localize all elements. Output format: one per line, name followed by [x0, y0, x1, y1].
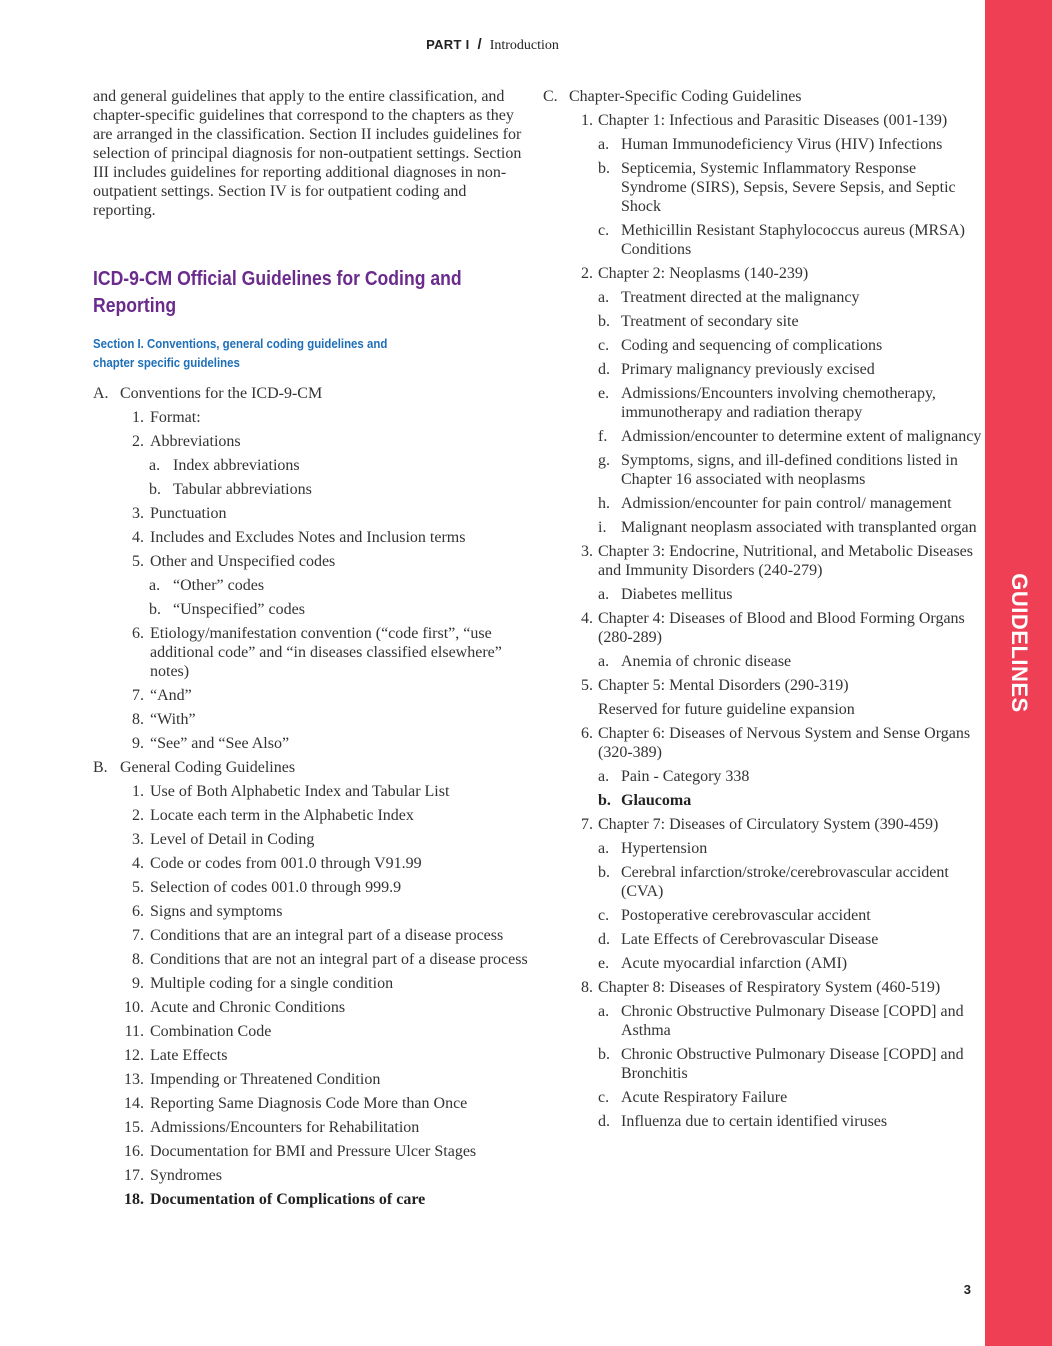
outline-item: b. Cerebral infarction/stroke/cerebrovascular accident (CVA)	[598, 864, 949, 900]
outline-item: 8. “With”	[132, 711, 196, 728]
outline-item: 4. Includes and Excludes Notes and Inclusion terms	[132, 529, 466, 546]
outline-item: 3. Chapter 3: Endocrine, Nutritional, and Metabolic Diseases and Immunity Disorders (240-279)	[581, 543, 974, 579]
running-header	[0, 36, 985, 54]
outline-item: 3. Level of Detail in Coding	[132, 831, 315, 848]
outline-item: 9. Multiple coding for a single condition	[132, 975, 394, 992]
outline-item: 2. Locate each term in the Alphabetic Index	[132, 807, 414, 824]
part-label: PART I	[426, 37, 470, 52]
intro-paragraph: and general guidelines that apply to the entire classification, and chapter-specific guidelines that correspond to the chapters as they are arranged in the classification. Section II includes guidelines for selection of principal diagnosis for non-outpatient settings. Section III includes guidelines for reporting additional diagnoses in non-outpatient settings. Section IV is for outpatient coding and reporting.	[93, 88, 522, 219]
outline-item: 5. Selection of codes 001.0 through 999.9	[132, 879, 402, 896]
outline-item: h. Admission/encounter for pain control/ management	[598, 495, 952, 512]
outline-item: 10. Acute and Chronic Conditions	[124, 999, 346, 1016]
outline-item: 5. Chapter 5: Mental Disorders (290-319)	[581, 677, 849, 694]
outline-item: 8. Chapter 8: Diseases of Respiratory System (460-519)	[581, 979, 941, 996]
outline-item: 7. Chapter 7: Diseases of Circulatory System (390-459)	[581, 816, 939, 833]
outline-item: C. Chapter-Specific Coding Guidelines	[543, 88, 802, 105]
outline-item: c. Postoperative cerebrovascular accident	[598, 907, 871, 924]
side-tab-label: GUIDELINES	[1006, 573, 1032, 713]
outline-item: i. Malignant neoplasm associated with transplanted organ	[598, 519, 977, 536]
outline-item: 3. Punctuation	[132, 505, 227, 522]
outline-item: A. Conventions for the ICD-9-CM	[93, 385, 323, 402]
outline-item: 18. Documentation of Complications of care	[124, 1191, 426, 1208]
outline-item: B. General Coding Guidelines	[93, 759, 296, 776]
header-slash: /	[477, 36, 482, 53]
outline-item: a. Diabetes mellitus	[598, 586, 733, 603]
outline-item: d. Influenza due to certain identified viruses	[598, 1113, 888, 1130]
outline-item: 13. Impending or Threatened Condition	[124, 1071, 381, 1088]
right-column	[543, 87, 983, 1131]
outline-item: d. Late Effects of Cerebrovascular Disease	[598, 931, 879, 948]
outline-item: 9. “See” and “See Also”	[132, 735, 290, 752]
outline-item: a. Index abbreviations	[149, 457, 300, 474]
outline-item: c. Coding and sequencing of complications	[598, 337, 883, 354]
outline-item: 1. Format:	[132, 409, 201, 426]
outline-item: 17. Syndromes	[124, 1167, 222, 1184]
outline-item: g. Symptoms, signs, and ill-defined conditions listed in Chapter 16 associated with neoplasms	[598, 452, 958, 488]
outline-item: 1. Use of Both Alphabetic Index and Tabular List	[132, 783, 450, 800]
outline-item: a. Human Immunodeficiency Virus (HIV) Infections	[598, 136, 943, 153]
outline-item: a. Treatment directed at the malignancy	[598, 289, 860, 306]
left-column	[93, 87, 533, 1209]
outline-item: c. Acute Respiratory Failure	[598, 1089, 788, 1106]
outline-item: a. Hypertension	[598, 840, 708, 857]
outline-item: 15. Admissions/Encounters for Rehabilitation	[124, 1119, 420, 1136]
outline-item: 2. Abbreviations	[132, 433, 241, 450]
outline-item: b. Treatment of secondary site	[598, 313, 799, 330]
section-label: Introduction	[489, 38, 559, 53]
outline-item: b. Septicemia, Systemic Inflammatory Response Syndrome (SIRS), Sepsis, Severe Sepsis, and Septic Shock	[598, 160, 956, 215]
outline-item: b. Glaucoma	[598, 792, 692, 809]
outline-note: Reserved for future guideline expansion	[598, 701, 855, 718]
guidelines-side-tab	[985, 0, 1052, 1346]
outline-item: b. “Unspecified” codes	[149, 601, 305, 618]
outline-item: 8. Conditions that are not an integral part of a disease process	[132, 951, 528, 968]
outline-item: 7. “And”	[132, 687, 192, 704]
outline-item: e. Acute myocardial infarction (AMI)	[598, 955, 848, 972]
outline-item: 6. Chapter 6: Diseases of Nervous System and Sense Organs (320-389)	[581, 725, 971, 761]
outline-item: 11. Combination Code	[124, 1023, 272, 1040]
outline-item: e. Admissions/Encounters involving chemotherapy, immunotherapy and radiation therapy	[598, 385, 936, 421]
outline-item: 6. Etiology/manifestation convention (“code first”, “use additional code” and “in diseases classified elsewhere” notes)	[132, 625, 502, 680]
outline-item: 1. Chapter 1: Infectious and Parasitic Diseases (001-139)	[581, 112, 948, 129]
outline-item: 16. Documentation for BMI and Pressure Ulcer Stages	[124, 1143, 477, 1160]
outline-item: 14. Reporting Same Diagnosis Code More than Once	[124, 1095, 468, 1112]
outline-item: 7. Conditions that are an integral part of a disease process	[132, 927, 504, 944]
section-subtitle: Section I. Conventions, general coding guidelines and chapter specific guidelines	[93, 336, 388, 370]
outline-item: d. Primary malignancy previously excised	[598, 361, 875, 378]
outline-item: 5. Other and Unspecified codes	[132, 553, 336, 570]
outline-item: b. Tabular abbreviations	[149, 481, 312, 498]
outline-item: 12. Late Effects	[124, 1047, 228, 1064]
outline-item: 4. Chapter 4: Diseases of Blood and Blood Forming Organs (280-289)	[581, 610, 965, 646]
outline-item: 4. Code or codes from 001.0 through V91.99	[132, 855, 422, 872]
outline-item: 6. Signs and symptoms	[132, 903, 283, 920]
outline-item: f. Admission/encounter to determine extent of malignancy	[598, 428, 982, 445]
outline-item: a. Chronic Obstructive Pulmonary Disease [COPD] and Asthma	[598, 1003, 964, 1039]
page-title: ICD-9-CM Official Guidelines for Coding and Reporting	[93, 268, 462, 317]
outline-item: a. “Other” codes	[149, 577, 265, 594]
page-number: 3	[963, 1282, 971, 1297]
outline-item: 2. Chapter 2: Neoplasms (140-239)	[581, 265, 809, 282]
outline-item: a. Anemia of chronic disease	[598, 653, 792, 670]
outline-item: a. Pain - Category 338	[598, 768, 750, 785]
outline-item: c. Methicillin Resistant Staphylococcus aureus (MRSA) Conditions	[598, 222, 965, 258]
outline-item: b. Chronic Obstructive Pulmonary Disease [COPD] and Bronchitis	[598, 1046, 964, 1082]
